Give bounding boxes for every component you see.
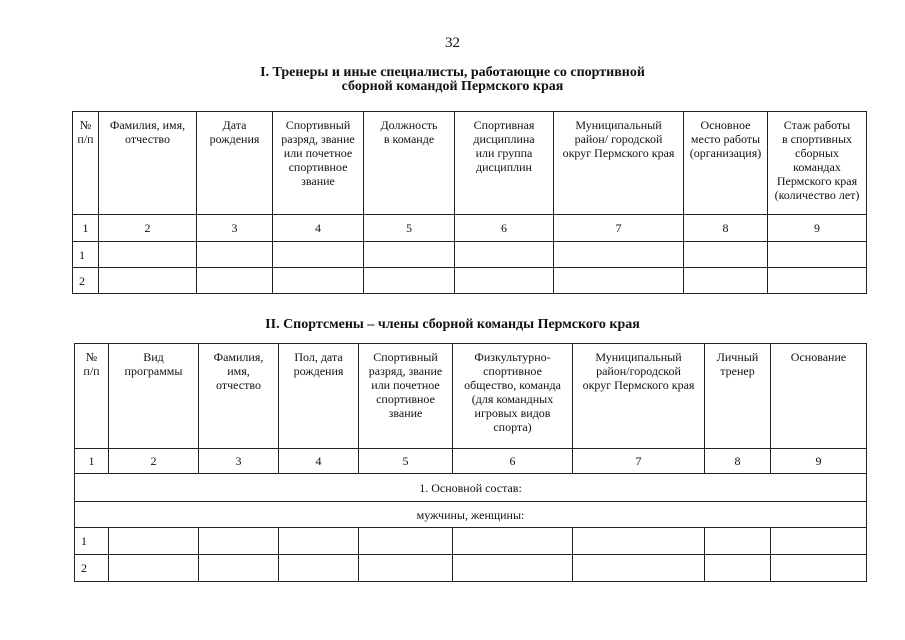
row-number-cell: 1 — [75, 528, 109, 555]
column-number-cell: 4 — [279, 449, 359, 474]
column-header: Личный тренер — [705, 344, 771, 449]
column-header: Муниципальный район/ городской округ Пермского края — [554, 112, 684, 215]
column-number-cell: 9 — [768, 215, 867, 242]
empty-cell — [109, 555, 199, 582]
empty-cell — [768, 268, 867, 294]
column-header: Фамилия, имя, отчество — [199, 344, 279, 449]
column-number-cell: 7 — [554, 215, 684, 242]
column-number-cell: 5 — [364, 215, 455, 242]
column-header: Спортивный разряд, звание или почетное спортивное звание — [359, 344, 453, 449]
column-number-cell: 5 — [359, 449, 453, 474]
column-header: Муниципальный район/городской округ Пермского края — [573, 344, 705, 449]
column-number-cell: 6 — [455, 215, 554, 242]
athletes-subheading-row — [75, 502, 867, 528]
coaches-table — [72, 111, 867, 294]
column-number-cell: 1 — [75, 449, 109, 474]
empty-cell — [453, 528, 573, 555]
empty-cell — [364, 242, 455, 268]
empty-cell — [684, 242, 768, 268]
empty-cell — [455, 268, 554, 294]
column-header: Физкультурно- спортивное общество, команда (для командных игровых видов спорта) — [453, 344, 573, 449]
athletes-subheading-row — [75, 474, 867, 502]
main-squad-subheading: 1. Основной состав: — [75, 474, 867, 502]
empty-cell — [279, 528, 359, 555]
table-row — [75, 528, 867, 555]
empty-cell — [705, 528, 771, 555]
empty-cell — [364, 268, 455, 294]
column-header: Стаж работы в спортивных сборных командах Пермского края (количество лет) — [768, 112, 867, 215]
empty-cell — [197, 268, 273, 294]
row-number-cell: 1 — [73, 242, 99, 268]
empty-cell — [554, 242, 684, 268]
column-header: Спортивная дисциплина или группа дисциплин — [455, 112, 554, 215]
table-row — [75, 555, 867, 582]
gender-subheading: мужчины, женщины: — [75, 502, 867, 528]
column-header: Основание — [771, 344, 867, 449]
empty-cell — [573, 528, 705, 555]
column-header: Пол, дата рождения — [279, 344, 359, 449]
empty-cell — [771, 528, 867, 555]
column-number-cell: 8 — [705, 449, 771, 474]
empty-cell — [768, 242, 867, 268]
empty-cell — [573, 555, 705, 582]
section1-title — [0, 66, 905, 94]
row-number-cell: 2 — [75, 555, 109, 582]
column-number-cell: 4 — [273, 215, 364, 242]
athletes-table — [74, 343, 867, 582]
empty-cell — [554, 268, 684, 294]
empty-cell — [99, 242, 197, 268]
empty-cell — [705, 555, 771, 582]
column-number-cell: 8 — [684, 215, 768, 242]
column-number-cell: 3 — [197, 215, 273, 242]
column-number-cell: 6 — [453, 449, 573, 474]
section2-title: II. Спортсмены – члены сборной команды Пермского края — [265, 317, 640, 332]
row-number-cell: 2 — [73, 268, 99, 294]
table-row — [73, 268, 867, 294]
coaches-numbering-row — [73, 215, 867, 242]
coaches-header-row — [73, 112, 867, 215]
empty-cell — [771, 555, 867, 582]
empty-cell — [279, 555, 359, 582]
table-row — [73, 242, 867, 268]
column-number-cell: 2 — [109, 449, 199, 474]
empty-cell — [455, 242, 554, 268]
empty-cell — [273, 268, 364, 294]
column-number-cell: 1 — [73, 215, 99, 242]
column-header: № п/п — [75, 344, 109, 449]
empty-cell — [99, 268, 197, 294]
athletes-header-row — [75, 344, 867, 449]
column-header: Основное место работы (организация) — [684, 112, 768, 215]
empty-cell — [359, 528, 453, 555]
empty-cell — [359, 555, 453, 582]
column-number-cell: 2 — [99, 215, 197, 242]
column-header: Дата рождения — [197, 112, 273, 215]
empty-cell — [453, 555, 573, 582]
column-header: Фамилия, имя, отчество — [99, 112, 197, 215]
empty-cell — [684, 268, 768, 294]
column-header: Вид программы — [109, 344, 199, 449]
empty-cell — [199, 555, 279, 582]
column-header: № п/п — [73, 112, 99, 215]
column-header: Должность в команде — [364, 112, 455, 215]
column-header: Спортивный разряд, звание или почетное спортивное звание — [273, 112, 364, 215]
section1-title-line2: сборной командой Пермского края — [341, 79, 564, 94]
section1-title-line1: I. Тренеры и иные специалисты, работающие со спортивной — [260, 65, 645, 80]
athletes-numbering-row — [75, 449, 867, 474]
column-number-cell: 7 — [573, 449, 705, 474]
empty-cell — [273, 242, 364, 268]
empty-cell — [109, 528, 199, 555]
empty-cell — [199, 528, 279, 555]
empty-cell — [197, 242, 273, 268]
column-number-cell: 3 — [199, 449, 279, 474]
column-number-cell: 9 — [771, 449, 867, 474]
page-number: 32 — [445, 35, 460, 51]
